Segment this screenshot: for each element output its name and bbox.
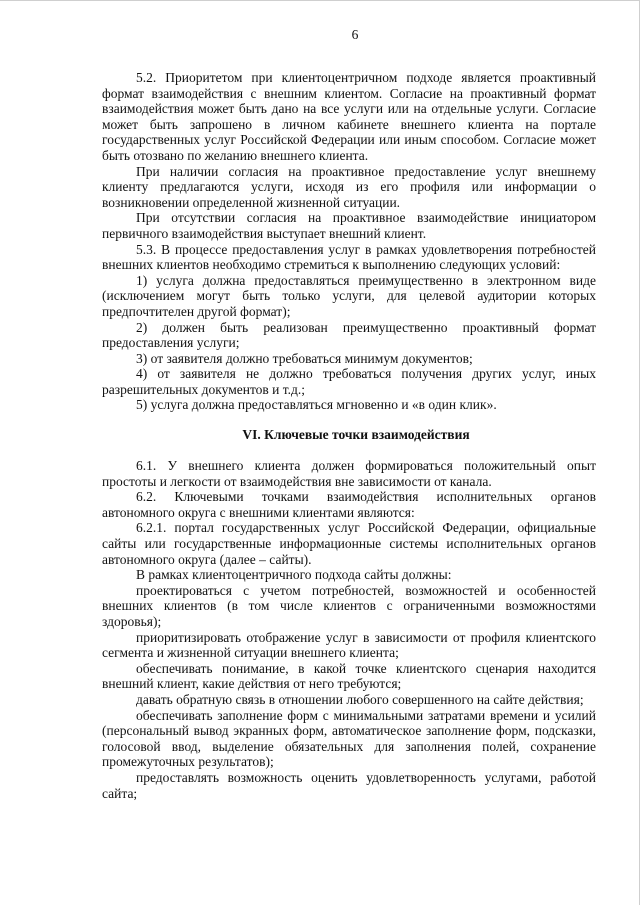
paragraph-6-1: 6.1. У внешнего клиента должен формироваться положительный опыт простоты и легкости от взаимодействия вне зависимости от канала.: [102, 458, 596, 489]
list-item-sites-6: предоставлять возможность оценить удовлетворенность услугами, работой сайта;: [102, 769, 596, 801]
page-number: 6: [351, 27, 359, 42]
paragraph-consent-absent: При отсутствии согласия на проактивное взаимодействие инициатором первичного взаимодействия выступает внешний клиент.: [102, 210, 596, 241]
paragraph-5-2: 5.2. Приоритетом при клиентоцентричном подходе является проактивный формат взаимодействия с внешним клиентом. Согласие на проактивный формат взаимодействия может быть дано на все услуги или на отдельные услуги. Согласие может быть запрошено в личном кабинете внешнего клиента на портале государственных услуг Российской Федерации или иным способом. Согласие может быть отозвано по желанию внешнего клиента.: [102, 70, 596, 163]
list-item-sites-1: проектироваться с учетом потребностей, возможностей и особенностей внешних клиентов (в том числе клиентов с ограниченными возможностями здоровья);: [102, 582, 596, 629]
page-edge-top: [0, 0, 640, 1]
list-item-condition-5: 5) услуга должна предоставляться мгновенно и «в один клик».: [136, 397, 497, 413]
paragraph-sites-must: В рамках клиентоцентричного подхода сайты должны:: [136, 567, 452, 583]
list-item-sites-4: давать обратную связь в отношении любого совершенного на сайте действия;: [136, 691, 584, 707]
list-item-sites-5: обеспечивать заполнение форм с минимальными затратами времени и усилий (персональный вывод экранных форм, автоматическое заполнение форм, подсказки, голосовой ввод, выделение обязательных для заполнения полей, сохранение промежуточных результатов);: [102, 707, 596, 770]
paragraph-6-2: 6.2. Ключевыми точками взаимодействия исполнительных органов автономного округа с внешними клиентами являются:: [102, 489, 596, 520]
list-item-condition-4: 4) от заявителя не должно требоваться получения других услуг, иных разрешительных документов и т.д.;: [102, 366, 596, 397]
section-heading-vi: VI. Ключевые точки взаимодействия: [242, 427, 470, 443]
list-item-condition-1: 1) услуга должна предоставляться преимущественно в электронном виде (исключением могут быть только услуги, для целевой аудитории которых предпочтителен другой формат);: [102, 272, 596, 319]
list-item-condition-2: 2) должен быть реализован преимущественно проактивный формат предоставления услуги;: [102, 319, 596, 351]
paragraph-6-2-1: 6.2.1. портал государственных услуг Российской Федерации, официальные сайты или государственные информационные системы исполнительных органов автономного округа (далее – сайты).: [102, 520, 596, 567]
list-item-condition-3: 3) от заявителя должно требоваться минимум документов;: [136, 350, 473, 366]
paragraph-5-3: 5.3. В процессе предоставления услуг в рамках удовлетворения потребностей внешних клиентов необходимо стремиться к выполнению следующих условий:: [102, 241, 596, 273]
list-item-sites-3: обеспечивать понимание, в какой точке клиентского сценария находится внешний клиент, какие действия от него требуются;: [102, 660, 596, 692]
list-item-sites-2: приоритизировать отображение услуг в зависимости от профиля клиентского сегмента и жизненной ситуации внешнего клиента;: [102, 629, 596, 661]
paragraph-consent-present: При наличии согласия на проактивное предоставление услуг внешнему клиенту предлагаются услуги, исходя из его профиля или информации о возникновении определенной жизненной ситуации.: [102, 163, 596, 210]
